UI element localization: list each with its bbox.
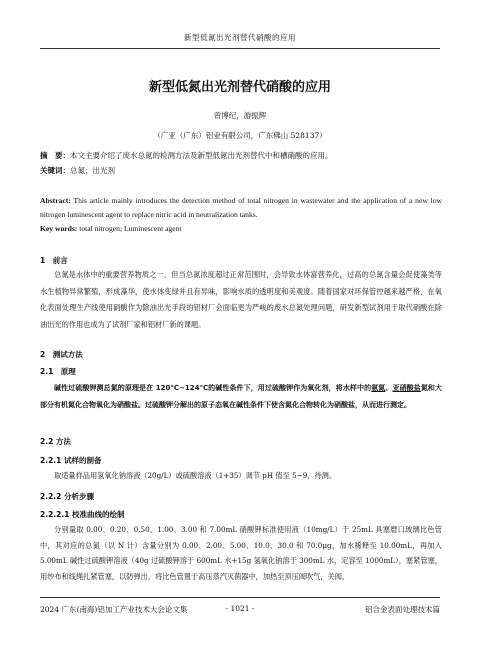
section-2-2-heading: 2.2 方法 (40, 437, 71, 446)
section-2-1-separator: 、 (385, 384, 393, 392)
keywords-cn-label: 关键词： (40, 166, 70, 175)
section-2-2-2-1-text: 分别量取 0.00、0.20、0.50、1.00、3.00 和 7.00mL 硝酸钾标准使用液（10mg/L）于 25mL 具塞磨口玻璃比色管中，其对应的总氮（以 N 计）含量分别为 0.00、2.00、5.00、10.0、30.0 和 70.0μg，加水稀释至 10.00mL，再加入 5.00mL 碱性过硫酸钾溶液（40g 过硫酸钾溶于 600mL 水+15g 氢氧化钠溶于 300mL 水，定容至 1000mL），塞紧管塞，用纱布和线绳扎紧管塞，以防弹出，将比色管置于高压蒸汽灭菌器中，加热至顶压阀吹气，关阀， (40, 525, 442, 581)
abstract-en-label: Abstract: (40, 196, 71, 205)
section-2-2-2-1-heading: 2.2.2.1 校准曲线的绘制 (40, 510, 125, 519)
section-2-2-2-heading: 2.2.2 分析步骤 (40, 492, 94, 501)
keywords-cn (40, 165, 440, 177)
keywords-en-text: total nitrogen; Luminescent agent (77, 224, 182, 233)
footer-rule (40, 597, 440, 598)
footer-proceedings: 2024 广东(南海)铝加工产业技术大会论文集 (40, 605, 188, 614)
section-2-heading: 2 测试方法 (40, 350, 83, 359)
keywords-cn-text: 总氮；出光剂 (70, 166, 115, 175)
header-rule (40, 48, 440, 49)
underlined-term-ammonia: 氨氮 (371, 384, 386, 392)
keywords-en-label: Key words: (40, 224, 78, 233)
article-affiliation: （广亚（广东）铝业有限公司，广东佛山 528137） (153, 131, 327, 140)
abstract-en-text: This article mainly introduces the detection method of total nitrogen in wastewater and the application of a new low nitrogen luminescent agent to replace nitric acid in neutralization tanks. (40, 196, 442, 219)
abstract-cn-text: 本文主要介绍了废水总氮的检测方法及新型低氮出光剂替代中和槽硝酸的应用。 (70, 151, 333, 160)
article-authors: 曾博纪，游振辉 (213, 111, 267, 120)
section-2-2-1-text: 取适量样品用氢氧化钠溶液（20g/L）或硫酸溶液（1+35）调节 pH 值至 5~9，待测。 (54, 471, 337, 480)
article-title: 新型低氮出光剂替代硝酸的应用 (148, 80, 331, 95)
abstract-cn (40, 150, 440, 162)
section-2-1-text (40, 380, 442, 413)
page-number: - 1021 - (225, 604, 255, 613)
section-2-1-text-before: 碱性过硫酸钾测总氮的原理是在 120℃~124℃的碱性条件下，用过硫酸钾作为氧化剂，将水样中的 (54, 384, 372, 392)
section-1-heading: 1 前言 (40, 256, 68, 265)
abstract-cn-label: 摘 要： (40, 151, 70, 160)
abstract-en-paragraph (40, 194, 442, 222)
abstract-en (40, 194, 442, 236)
footer-section: 铝合金表面处理技术篇 (365, 605, 440, 614)
keywords-en (40, 222, 442, 236)
section-2-2-1-heading: 2.2.1 试样的制备 (40, 456, 102, 465)
section-2-1-heading: 2.1 原理 (40, 367, 76, 376)
section-1-text: 总氮是水体中的重要营养物质之一，但当总氮浓度超过正常范围时，会导致水体富营养化，过高的总氮含量会促使藻类等水生植物异常繁殖，形成藻华，使水体变绿并且有异味，影响水质的透明度和美观度。随着国家对环保管控越来越严格，在氧化表面处理生产线使用硝酸作为除油出光手段的铝材厂会面临更为严峻的废水总氮处理问题，研发新型试剂用于取代硝酸在除油出光的作用也成为了试剂厂家和铝材厂新的课题。 (40, 270, 442, 329)
section-2-1-text-after: 氮和大部分有机氮化合物氧化为硝酸盐。过硫酸钾分解出的原子态氧在碱性条件下使含氮化合物转化为硝酸盐，从而进行测定。 (40, 384, 443, 409)
underlined-term-nitrite: 亚硝酸盐 (392, 384, 421, 392)
running-header: 新型低氮出光剂替代硝酸的应用 (184, 33, 296, 42)
